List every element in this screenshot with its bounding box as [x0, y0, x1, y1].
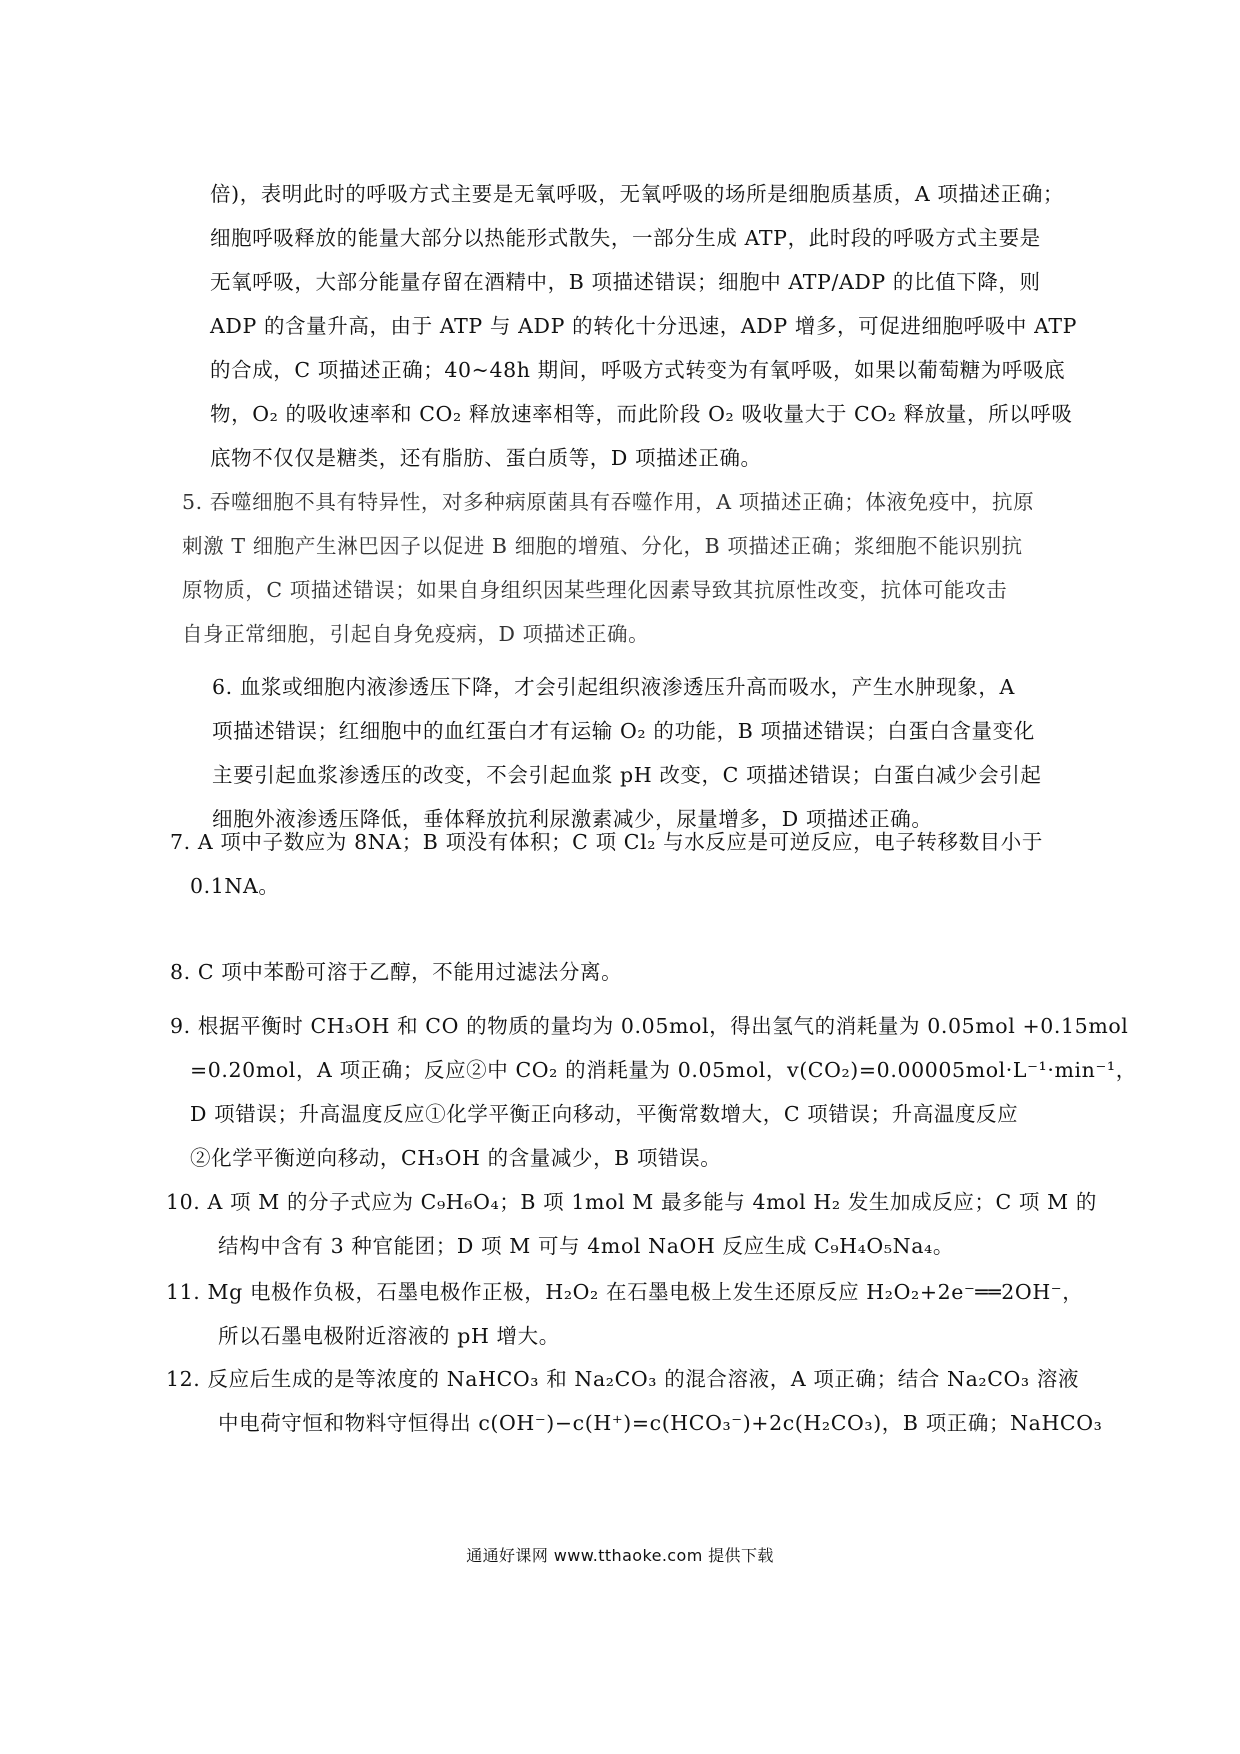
text-line: 所以石墨电极附近溶液的 pH 增大。 — [218, 1324, 560, 1348]
text-line: =0.20mol，A 项正确；反应②中 CO₂ 的消耗量为 0.05mol，v(CO₂)=0.00005mol·L⁻¹·min⁻¹， — [190, 1058, 1137, 1082]
text-line: 5. 吞噬细胞不具有特异性，对多种病原菌具有吞噬作用，A 项描述正确；体液免疫中，抗原 — [182, 490, 1035, 514]
text-line: 8. C 项中苯酚可溶于乙醇，不能用过滤法分离。 — [170, 960, 623, 984]
text-line: D 项错误；升高温度反应①化学平衡正向移动，平衡常数增大，C 项错误；升高温度反应 — [190, 1102, 1019, 1126]
text-line: ADP 的含量升高，由于 ATP 与 ADP 的转化十分迅速，ADP 增多，可促进细胞呼吸中 ATP — [210, 314, 1078, 338]
text-line: 7. A 项中子数应为 8NA；B 项没有体积；C 项 Cl₂ 与水反应是可逆反应，电子转移数目小于 — [170, 830, 1043, 854]
answer-5 — [182, 480, 1062, 656]
text-line: 倍)，表明此时的呼吸方式主要是无氧呼吸，无氧呼吸的场所是细胞质基质，A 项描述正确； — [210, 182, 1065, 206]
text-line: 10. A 项 M 的分子式应为 C₉H₆O₄；B 项 1mol M 最多能与 4mol H₂ 发生加成反应；C 项 M 的 — [166, 1190, 1097, 1214]
text-line: 项描述错误；红细胞中的血红蛋白才有运输 O₂ 的功能，B 项描述错误；白蛋白含量变化 — [212, 719, 1035, 743]
text-line: 自身正常细胞，引起自身免疫病，D 项描述正确。 — [182, 622, 650, 646]
text-line: 主要引起血浆渗透压的改变，不会引起血浆 pH 改变，C 项描述错误；白蛋白减少会引起 — [212, 763, 1042, 787]
text-line: 细胞呼吸释放的能量大部分以热能形式散失，一部分生成 ATP，此时段的呼吸方式主要是 — [210, 226, 1041, 250]
page-footer: 通通好课网 www.tthaoke.com 提供下载 — [466, 1546, 774, 1565]
text-line: 物，O₂ 的吸收速率和 CO₂ 释放速率相等，而此阶段 O₂ 吸收量大于 CO₂ 释放量，所以呼吸 — [210, 402, 1073, 426]
text-line: 无氧呼吸，大部分能量存留在酒精中，B 项描述错误；细胞中 ATP/ADP 的比值下降，则 — [210, 270, 1041, 294]
text-line: 6. 血浆或细胞内液渗透压下降，才会引起组织液渗透压升高而吸水，产生水肿现象，A — [212, 675, 1015, 699]
answer-10 — [166, 1180, 1097, 1268]
text-line: 结构中含有 3 种官能团；D 项 M 可与 4mol NaOH 反应生成 C₉H₄O₅Na₄。 — [218, 1234, 954, 1258]
answer-8 — [170, 950, 1070, 994]
text-line: ②化学平衡逆向移动，CH₃OH 的含量减少，B 项错误。 — [190, 1146, 722, 1170]
text-line: 11. Mg 电极作负极，石墨电极作正极，H₂O₂ 在石墨电极上发生还原反应 H₂O₂+2e⁻══2OH⁻， — [166, 1280, 1084, 1304]
text-line: 中电荷守恒和物料守恒得出 c(OH⁻)−c(H⁺)=c(HCO₃⁻)+2c(H₂CO₃)，B 项正确；NaHCO₃ — [218, 1411, 1103, 1435]
answer-11 — [166, 1270, 1084, 1358]
answer-12 — [166, 1357, 1103, 1445]
text-line: 刺激 T 细胞产生淋巴因子以促进 B 细胞的增殖、分化，B 项描述正确；浆细胞不能识别抗 — [182, 534, 1023, 558]
text-line: 原物质，C 项描述错误；如果自身组织因某些理化因素导致其抗原性改变，抗体可能攻击 — [182, 578, 1008, 602]
answer-9 — [170, 1004, 1137, 1180]
text-line: 底物不仅仅是糖类，还有脂肪、蛋白质等，D 项描述正确。 — [210, 446, 762, 470]
text-line: 0.1NA。 — [190, 874, 280, 898]
text-line: 的合成，C 项描述正确；40~48h 期间，呼吸方式转变为有氧呼吸，如果以葡萄糖为呼吸底 — [210, 358, 1066, 382]
text-line: 9. 根据平衡时 CH₃OH 和 CO 的物质的量均为 0.05mol，得出氢气的消耗量为 0.05mol +0.15mol — [170, 1014, 1129, 1038]
answer-6 — [212, 665, 1072, 841]
text-line: 12. 反应后生成的是等浓度的 NaHCO₃ 和 Na₂CO₃ 的混合溶液，A 项正确；结合 Na₂CO₃ 溶液 — [166, 1367, 1080, 1391]
text-line: 细胞外液渗透压降低，垂体释放抗利尿激素减少，尿量增多，D 项描述正确。 — [212, 807, 933, 831]
answer-4-continuation — [210, 172, 1078, 480]
answer-7 — [170, 820, 1070, 908]
